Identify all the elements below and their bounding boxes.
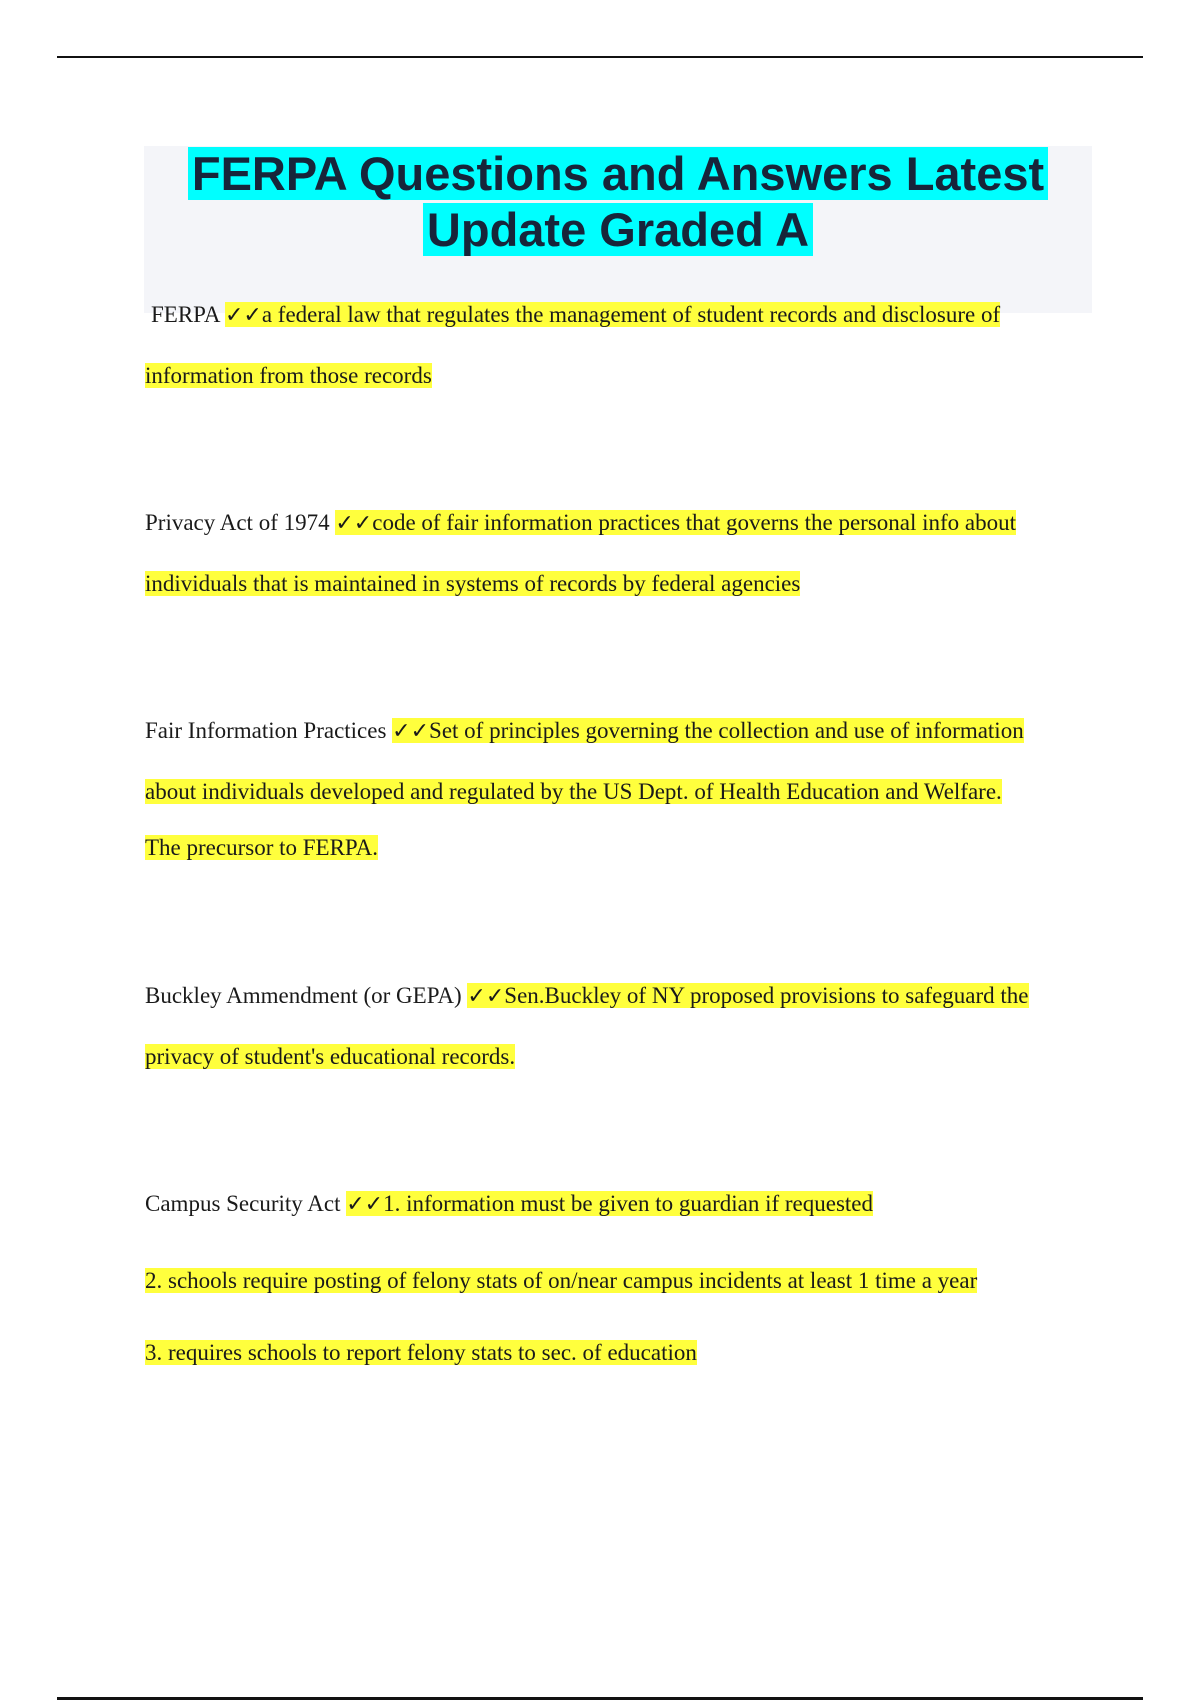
page-title: [144, 146, 1092, 258]
qa-term: Buckley Ammendment (or GEPA): [145, 983, 468, 1008]
qa-term: Fair Information Practices: [145, 718, 393, 743]
qa-answer: ✓✓code of fair information practices that governs the personal info about: [335, 510, 1017, 536]
check-mark-icon: ✓✓: [224, 303, 262, 328]
check-mark-icon: ✓✓: [392, 719, 430, 744]
qa-answer: 3. requires schools to report felony stats to sec. of education: [145, 1340, 697, 1365]
qa-line: [145, 300, 1000, 331]
qa-term: FERPA: [151, 302, 225, 327]
top-rule: [57, 56, 1143, 58]
qa-line: [145, 716, 1024, 747]
qa-line: [145, 569, 800, 599]
qa-answer: about individuals developed and regulated by the US Dept. of Health Education and Welfare.: [145, 779, 1002, 804]
qa-answer: ✓✓Set of principles governing the collection and use of information: [392, 718, 1024, 744]
qa-line: [145, 1189, 873, 1220]
qa-answer: ✓✓Sen.Buckley of NY proposed provisions to safeguard the: [467, 983, 1029, 1009]
qa-line: [145, 1338, 697, 1368]
title-banner: [144, 146, 1092, 313]
check-mark-icon: ✓✓: [467, 984, 505, 1009]
qa-answer: individuals that is maintained in systems of records by federal agencies: [145, 571, 801, 596]
qa-line: [145, 361, 432, 391]
qa-answer: ✓✓a federal law that regulates the management of student records and disclosure of: [224, 302, 1001, 328]
qa-answer: The precursor to FERPA.: [145, 835, 378, 860]
qa-answer: information from those records: [145, 363, 432, 388]
qa-line: [145, 833, 378, 863]
qa-term: Privacy Act of 1974: [145, 510, 336, 535]
qa-line: [145, 1266, 977, 1296]
qa-line: [145, 508, 1016, 539]
check-mark-icon: ✓✓: [335, 511, 373, 536]
qa-answer: privacy of student's educational records.: [145, 1044, 516, 1069]
qa-term: Campus Security Act: [145, 1191, 347, 1216]
qa-line: [145, 777, 1002, 807]
check-mark-icon: ✓✓: [346, 1192, 384, 1217]
qa-answer: 2. schools require posting of felony stats of on/near campus incidents at least 1 time a year: [145, 1268, 978, 1293]
qa-line: [145, 1042, 515, 1072]
title-line-1: FERPA Questions and Answers Latest: [188, 147, 1048, 200]
qa-line: [145, 981, 1029, 1012]
title-line-2: Update Graded A: [423, 203, 813, 256]
qa-answer: ✓✓1. information must be given to guardian if requested: [346, 1191, 874, 1217]
